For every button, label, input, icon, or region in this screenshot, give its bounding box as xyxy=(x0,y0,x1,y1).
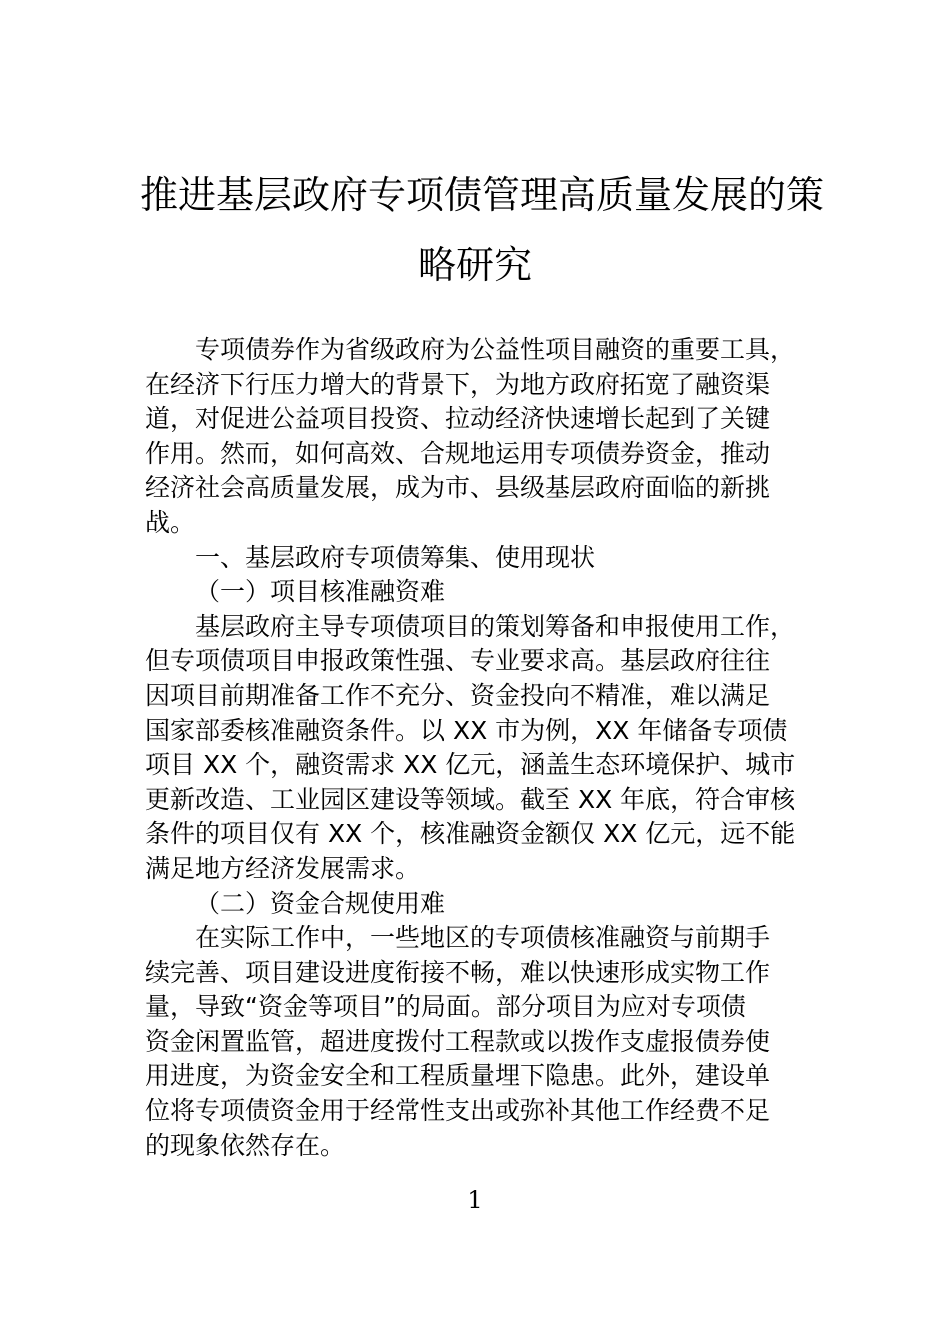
paragraph-2-line-3: 量，导致“资金等项目”的局面。部分项目为应对专项债 xyxy=(145,992,746,1022)
section-heading-1: 一、基层政府专项债筹集、使用现状 xyxy=(195,542,596,572)
paragraph-intro-line-6: 战。 xyxy=(145,507,196,537)
document-title-line-1: 推进基层政府专项债管理高质量发展的策 xyxy=(140,173,825,217)
page-number: 1 xyxy=(467,1186,483,1214)
paragraph-intro-line-4: 作用。然而，如何高效、合规地运用专项债券资金，推动 xyxy=(145,438,771,468)
paragraph-1-line-5: 项目 XX 个，融资需求 XX 亿元，涵盖生态环境保护、城市 xyxy=(145,750,796,780)
paragraph-1-line-4: 国家部委核准融资条件。以 XX 市为例，XX 年储备专项债 xyxy=(145,715,788,745)
paragraph-1-line-2: 但专项债项目申报政策性强、专业要求高。基层政府往往 xyxy=(145,646,771,676)
paragraph-intro-line-5: 经济社会高质量发展，成为市、县级基层政府面临的新挑 xyxy=(145,473,771,503)
paragraph-1-line-8: 满足地方经济发展需求。 xyxy=(145,853,421,883)
paragraph-2-line-5: 用进度，为资金安全和工程质量埋下隐患。此外，建设单 xyxy=(145,1061,771,1091)
subsection-heading-2: （二）资金合规使用难 xyxy=(195,888,446,918)
subsection-heading-1: （一）项目核准融资难 xyxy=(195,577,446,607)
paragraph-2-line-1: 在实际工作中，一些地区的专项债核准融资与前期手 xyxy=(195,923,771,953)
paragraph-2-line-6: 位将专项债资金用于经常性支出或弥补其他工作经费不足 xyxy=(145,1096,771,1126)
paragraph-2-line-2: 续完善、项目建设进度衔接不畅，难以快速形成实物工作 xyxy=(145,957,771,987)
paragraph-1-line-6: 更新改造、工业园区建设等领域。截至 XX 年底，符合审核 xyxy=(145,784,796,814)
document-body xyxy=(145,333,810,1163)
paragraph-intro-line-2: 在经济下行压力增大的背景下，为地方政府拓宽了融资渠 xyxy=(145,369,771,399)
paragraph-2-line-7: 的现象依然存在。 xyxy=(145,1130,346,1160)
paragraph-intro-line-1: 专项债券作为省级政府为公益性项目融资的重要工具， xyxy=(195,335,796,364)
paragraph-1-line-1: 基层政府主导专项债项目的策划筹备和申报使用工作， xyxy=(195,611,796,641)
document-title-line-2: 略研究 xyxy=(417,243,532,287)
paragraph-1-line-3: 因项目前期准备工作不充分、资金投向不精准，难以满足 xyxy=(145,680,771,710)
paragraph-1-line-7: 条件的项目仅有 XX 个，核准融资金额仅 XX 亿元，远不能 xyxy=(145,819,796,849)
paragraph-intro-line-3: 道，对促进公益项目投资、拉动经济快速增长起到了关键 xyxy=(145,404,771,434)
paragraph-2-line-4: 资金闲置监管，超进度拨付工程款或以拨作支虚报债券使 xyxy=(145,1026,771,1056)
